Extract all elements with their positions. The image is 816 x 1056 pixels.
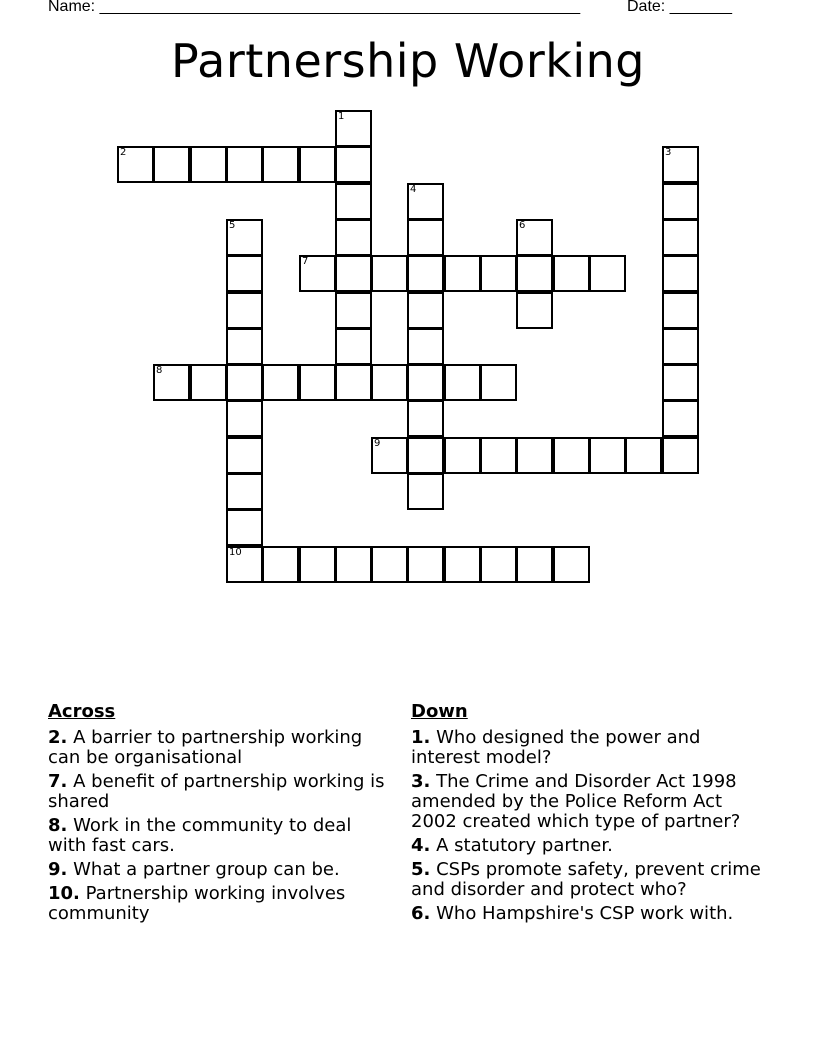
grid-cell[interactable] [262,364,299,401]
clue-across-10 [48,884,388,924]
cell-number: 4 [410,184,417,195]
grid-cell[interactable] [589,255,626,292]
grid-cell[interactable] [444,255,481,292]
clue-text: The Crime and Disorder Act 1998 amended by the Police Reform Act 2002 created which type of partner? [411,771,741,832]
grid-cell[interactable] [662,255,699,292]
grid-cell[interactable] [299,255,336,292]
grid-cell[interactable] [407,473,444,510]
grid-cell[interactable] [299,146,336,183]
clue-number: 5. [411,859,431,880]
grid-cell[interactable] [371,364,408,401]
down-clues [411,702,771,928]
grid-cell[interactable] [444,546,481,583]
grid-cell[interactable] [335,110,372,147]
grid-cell[interactable] [371,255,408,292]
grid-cell[interactable] [662,437,699,474]
grid-cell[interactable] [407,292,444,329]
grid-cell[interactable] [662,364,699,401]
clue-number: 2. [48,727,68,748]
clue-down-1 [411,728,771,768]
clue-text: CSPs promote safety, prevent crime and disorder and protect who? [411,859,761,900]
clue-down-5 [411,860,771,900]
grid-cell[interactable] [226,364,263,401]
grid-cell[interactable] [226,328,263,365]
clue-text: Work in the community to deal with fast cars. [48,815,352,856]
clue-number: 1. [411,727,431,748]
grid-cell[interactable] [662,328,699,365]
grid-cell[interactable] [117,146,154,183]
cell-number: 9 [374,438,381,449]
grid-cell[interactable] [444,364,481,401]
grid-cell[interactable] [226,473,263,510]
grid-cell[interactable] [516,255,553,292]
grid-cell[interactable] [335,328,372,365]
grid-cell[interactable] [153,364,190,401]
cell-number: 2 [120,147,127,158]
grid-cell[interactable] [625,437,662,474]
grid-cell[interactable] [153,146,190,183]
grid-cell[interactable] [662,146,699,183]
cell-number: 3 [665,147,672,158]
grid-cell[interactable] [226,219,263,256]
clue-across-7 [48,772,388,812]
grid-cell[interactable] [226,255,263,292]
grid-cell[interactable] [407,183,444,220]
grid-cell[interactable] [226,146,263,183]
clue-number: 4. [411,835,431,856]
page-title: Partnership Working [170,34,645,88]
clue-across-2 [48,728,388,768]
grid-cell[interactable] [662,219,699,256]
grid-cell[interactable] [335,183,372,220]
grid-cell[interactable] [226,400,263,437]
grid-cell[interactable] [335,546,372,583]
grid-cell[interactable] [480,364,517,401]
grid-cell[interactable] [226,292,263,329]
grid-cell[interactable] [190,364,227,401]
clue-text: Partnership working involves community [48,883,346,924]
grid-cell[interactable] [335,364,372,401]
grid-cell[interactable] [335,255,372,292]
grid-cell[interactable] [662,400,699,437]
name-field-label: Name: ______________________________________________________ [48,0,581,15]
grid-cell[interactable] [553,546,590,583]
grid-cell[interactable] [407,437,444,474]
grid-cell[interactable] [226,546,263,583]
grid-cell[interactable] [407,328,444,365]
grid-cell[interactable] [480,255,517,292]
grid-cell[interactable] [516,437,553,474]
grid-cell[interactable] [516,219,553,256]
grid-cell[interactable] [371,437,408,474]
clue-number: 8. [48,815,68,836]
clue-text: Who Hampshire's CSP work with. [436,903,734,924]
grid-cell[interactable] [371,546,408,583]
grid-cell[interactable] [516,546,553,583]
grid-cell[interactable] [553,437,590,474]
grid-cell[interactable] [407,255,444,292]
clue-text: A barrier to partnership working can be organisational [48,727,363,768]
clue-down-4 [411,836,771,856]
grid-cell[interactable] [553,255,590,292]
clue-across-8 [48,816,388,856]
grid-cell[interactable] [407,400,444,437]
grid-cell[interactable] [262,146,299,183]
cell-number: 6 [519,220,526,231]
clue-across-9 [48,860,388,880]
clue-text: What a partner group can be. [73,859,340,880]
grid-cell[interactable] [190,146,227,183]
grid-cell[interactable] [299,546,336,583]
down-heading: Down [411,701,468,722]
grid-cell[interactable] [444,437,481,474]
grid-cell[interactable] [407,546,444,583]
grid-cell[interactable] [226,509,263,546]
cell-number: 5 [229,220,236,231]
clue-text: A benefit of partnership working is shared [48,771,385,812]
grid-cell[interactable] [589,437,626,474]
grid-cell[interactable] [662,183,699,220]
clue-number: 3. [411,771,431,792]
clue-number: 10. [48,883,80,904]
clue-down-3 [411,772,771,832]
cell-number: 8 [156,365,163,376]
across-heading: Across [48,701,116,722]
grid-cell[interactable] [662,292,699,329]
grid-cell[interactable] [480,437,517,474]
grid-cell[interactable] [407,364,444,401]
grid-cell[interactable] [335,292,372,329]
grid-cell[interactable] [226,437,263,474]
cell-number: 10 [229,547,242,558]
across-clues [48,702,388,928]
grid-cell[interactable] [262,546,299,583]
clue-text: A statutory partner. [436,835,613,856]
cell-number: 1 [338,111,345,122]
grid-cell[interactable] [407,219,444,256]
clue-down-6 [411,904,771,924]
grid-cell[interactable] [480,546,517,583]
grid-cell[interactable] [335,219,372,256]
date-field-label: Date: _______ [627,0,732,15]
grid-cell[interactable] [299,364,336,401]
cell-number: 7 [302,256,309,267]
clue-number: 7. [48,771,68,792]
grid-cell[interactable] [335,146,372,183]
clue-number: 9. [48,859,68,880]
grid-cell[interactable] [516,292,553,329]
clue-text: Who designed the power and interest model? [411,727,701,768]
clue-number: 6. [411,903,431,924]
